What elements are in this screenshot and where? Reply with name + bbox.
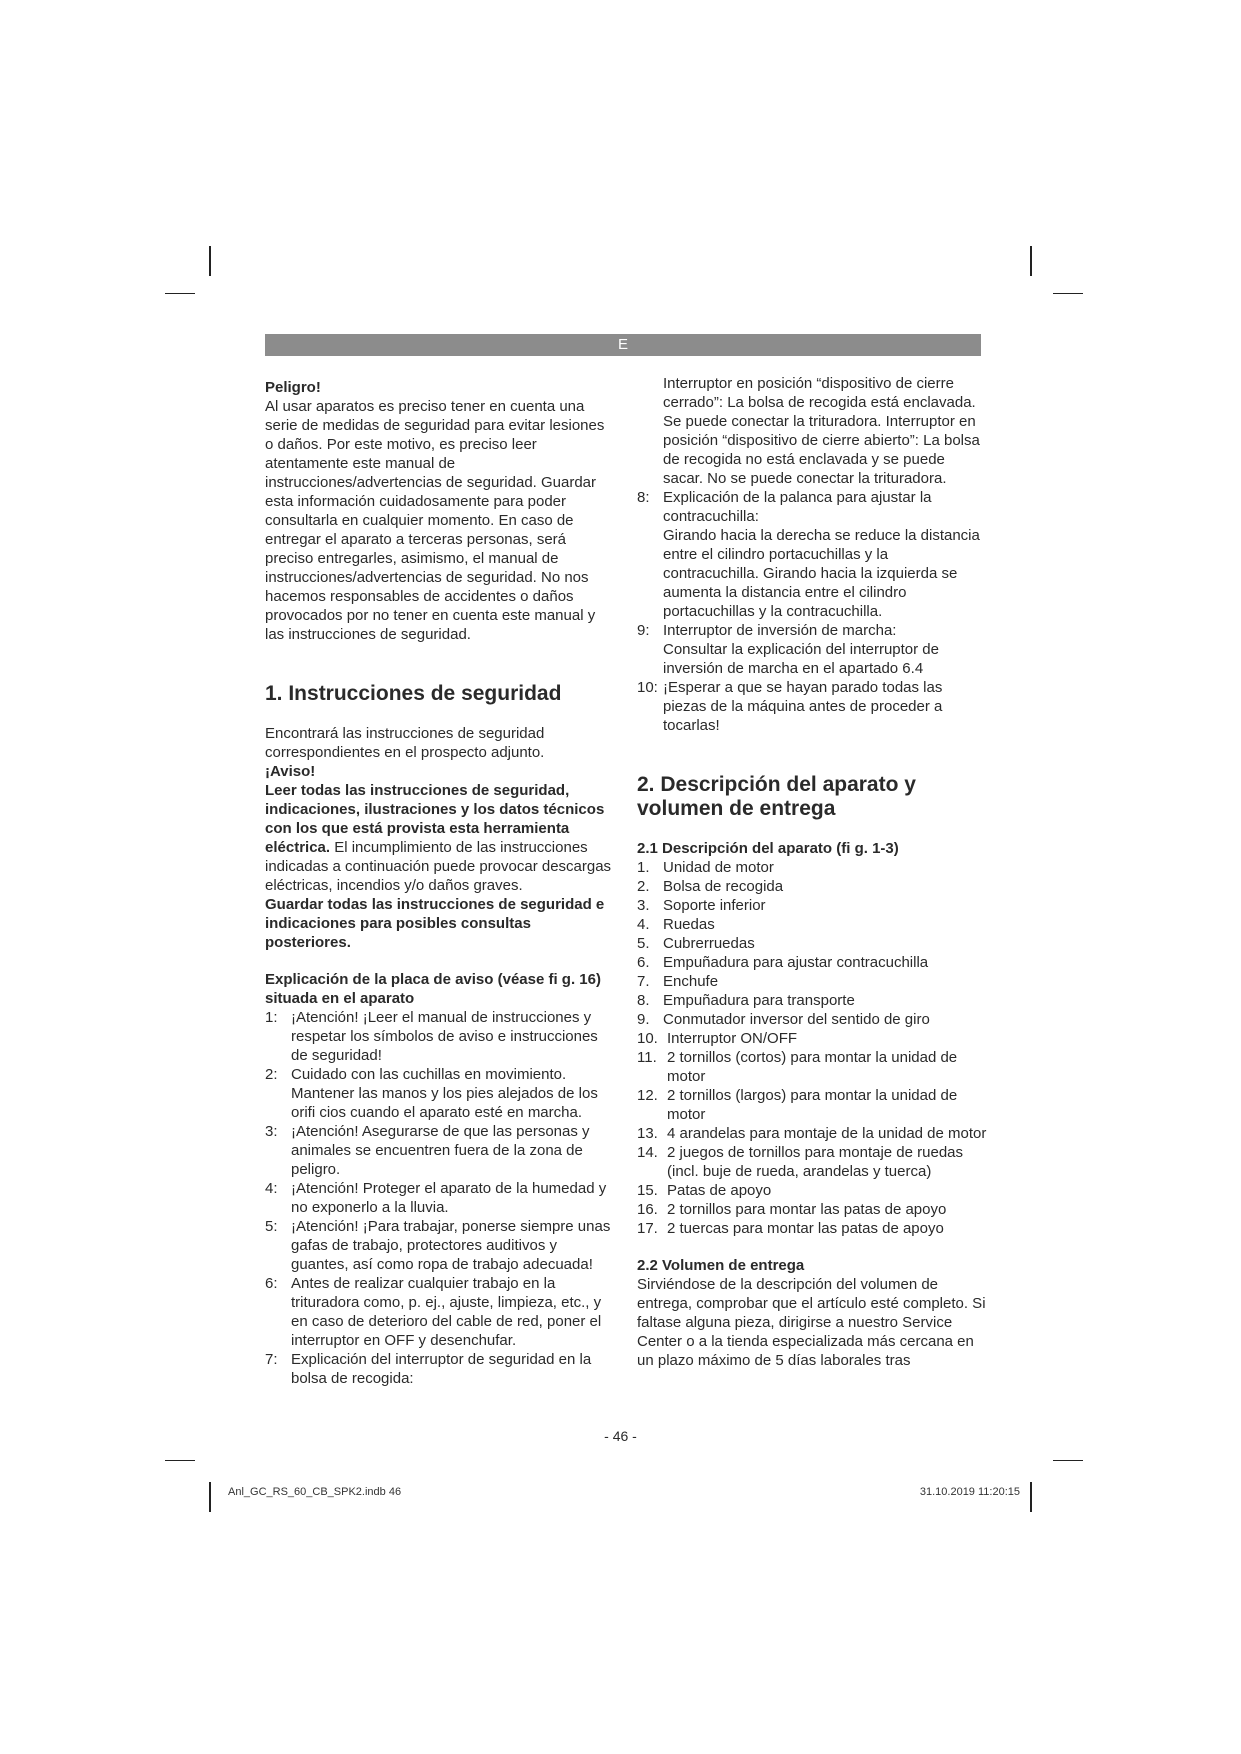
part-num: 14.: [637, 1144, 658, 1161]
crop-mark-top-right-v: [1030, 246, 1032, 276]
plate-item-num: 3:: [265, 1123, 278, 1140]
part-num: 6.: [637, 954, 650, 971]
part-text: Unidad de motor: [663, 859, 774, 876]
part-text: Enchufe: [663, 973, 719, 990]
aviso-paragraph: [265, 781, 615, 895]
part-item-8: [637, 991, 987, 1010]
plate-item-1: [265, 1008, 615, 1065]
plate-item-num: 9:: [637, 622, 650, 639]
part-text: 2 tuercas para montar las patas de apoyo: [667, 1220, 944, 1237]
plate-item-4: [265, 1179, 615, 1217]
part-item-16: [637, 1200, 987, 1219]
page-number: - 46 -: [604, 1428, 637, 1444]
part-item-3: [637, 896, 987, 915]
plate-item-num: 10:: [637, 679, 658, 696]
crop-mark-bottom-left-h: [165, 1460, 195, 1461]
part-text: Interruptor ON/OFF: [667, 1030, 798, 1047]
subsection-2-1-title: 2.1 Descripción del aparato (fi g. 1-3): [637, 840, 899, 857]
crop-mark-top-left-v: [209, 246, 211, 276]
part-item-11: [637, 1048, 987, 1086]
plate-item-text: Cuidado con las cuchillas en movimiento. Mantener las manos y los pies alejados de los orifi cios cuando el aparato esté en marcha.: [291, 1066, 598, 1121]
plate-item-num: 1:: [265, 1009, 278, 1026]
plate-item-subtext: Girando hacia la derecha se reduce la distancia entre el cilindro portacuchillas y la contracuchilla. Girando hacia la izquierda se aumenta la distancia entre el cilindro portacuchillas y la contracuchilla.: [663, 527, 980, 620]
part-text: Soporte inferior: [663, 897, 766, 914]
parts-list: [637, 858, 987, 1238]
plate-item-text: Antes de realizar cualquier trabajo en la trituradora como, p. ej., ajuste, limpieza, etc., y en caso de deterioro del cable de red, poner el interruptor en OFF y desenchufar.: [291, 1275, 602, 1349]
plate-item-num: 8:: [637, 489, 650, 506]
plate-item-7: [265, 1350, 615, 1388]
part-num: 11.: [637, 1049, 657, 1066]
plate-item-text: Explicación de la palanca para ajustar la contracuchilla:: [663, 489, 932, 525]
part-item-1: [637, 858, 987, 877]
part-item-2: [637, 877, 987, 896]
crop-mark-bottom-right-h: [1053, 1460, 1083, 1461]
part-item-10: [637, 1029, 987, 1048]
part-item-14: [637, 1143, 987, 1181]
part-text: 2 tornillos (largos) para montar la unidad de motor: [667, 1087, 958, 1123]
part-item-17: [637, 1219, 987, 1238]
plate-item-text: ¡Atención! ¡Leer el manual de instrucciones y respetar los símbolos de aviso e instrucciones de seguridad!: [291, 1009, 598, 1064]
plate-item-10: [637, 678, 987, 735]
plate-item-num: 4:: [265, 1180, 278, 1197]
plate-item-text: ¡Atención! ¡Para trabajar, ponerse siempre unas gafas de trabajo, protectores auditivos y guantes, así como ropa de trabajo adecuada!: [291, 1218, 611, 1273]
language-label: E: [617, 336, 628, 353]
crop-mark-bottom-right-v: [1030, 1482, 1032, 1512]
part-num: 12.: [637, 1087, 658, 1104]
aviso-bold-2: Guardar todas las instrucciones de seguridad e indicaciones para posibles consultas posteriores.: [265, 896, 605, 951]
part-num: 7.: [637, 973, 650, 990]
part-num: 13.: [637, 1125, 658, 1142]
part-item-12: [637, 1086, 987, 1124]
plate-item-num: 7:: [265, 1351, 278, 1368]
section1-title: 1. Instrucciones de seguridad: [265, 682, 562, 705]
part-item-5: [637, 934, 987, 953]
part-text: Patas de apoyo: [667, 1182, 772, 1199]
part-item-15: [637, 1181, 987, 1200]
language-header-bar: [265, 334, 981, 356]
part-num: 16.: [637, 1201, 658, 1218]
plate-item-7-continued: Interruptor en posición “dispositivo de cierre cerrado”: La bolsa de recogida está enclavada. Se puede conectar la trituradora. Interruptor en posición “dispositivo de cierre abierto”: La bolsa de recogida no está enclavada y se puede sacar. No se puede conectar la trituradora.: [663, 375, 980, 487]
part-item-6: [637, 953, 987, 972]
part-num: 9.: [637, 1011, 650, 1028]
part-text: Empuñadura para ajustar contracuchilla: [663, 954, 929, 971]
part-num: 10.: [637, 1030, 658, 1047]
part-text: 2 tornillos para montar las patas de apoyo: [667, 1201, 947, 1218]
part-num: 5.: [637, 935, 650, 952]
plate-item-text: Explicación del interruptor de seguridad en la bolsa de recogida:: [291, 1351, 592, 1387]
plate-item-text: Interruptor de inversión de marcha:: [663, 622, 897, 639]
crop-mark-bottom-left-v: [209, 1482, 211, 1512]
footer-datetime: 31.10.2019 11:20:15: [919, 1486, 1020, 1498]
part-text: 2 juegos de tornillos para montaje de ruedas (incl. buje de rueda, arandelas y tuerca): [667, 1144, 964, 1180]
section2-title: 2. Descripción del aparato y volumen de entrega: [637, 773, 916, 820]
part-text: Conmutador inversor del sentido de giro: [663, 1011, 930, 1028]
plate-item-8: [637, 488, 987, 621]
part-text: Bolsa de recogida: [663, 878, 784, 895]
crop-mark-top-left-h: [165, 293, 195, 294]
part-item-7: [637, 972, 987, 991]
plate-item-5: [265, 1217, 615, 1274]
plate-item-text: ¡Atención! Proteger el aparato de la humedad y no exponerlo a la lluvia.: [291, 1180, 607, 1216]
part-text: 4 arandelas para montaje de la unidad de motor: [667, 1125, 987, 1142]
subsection-2-2-text: Sirviéndose de la descripción del volumen de entrega, comprobar que el artículo esté completo. Si faltase alguna pieza, dirigirse a nuestro Service Center o a la tienda especializada más cercana en un plazo máximo de 5 días laborales tras: [637, 1276, 986, 1369]
right-column: [637, 374, 987, 1370]
plate-item-2: [265, 1065, 615, 1122]
plate-item-num: 5:: [265, 1218, 278, 1235]
plate-item-3: [265, 1122, 615, 1179]
plate-heading: Explicación de la placa de aviso (véase fi g. 16) situada en el aparato: [265, 971, 601, 1007]
plate-item-num: 6:: [265, 1275, 278, 1292]
plate-item-text: ¡Atención! Asegurarse de que las personas y animales se encuentren fuera de la zona de peligro.: [291, 1123, 590, 1178]
aviso-bold: Leer todas las instrucciones de seguridad, indicaciones, ilustraciones y los datos técnicos con los que está provista esta herramienta eléctrica.: [265, 782, 605, 856]
part-num: 17.: [637, 1220, 658, 1237]
part-item-4: [637, 915, 987, 934]
aviso-text: El incumplimiento de las instrucciones indicadas a continuación puede provocar descargas eléctricas, incendios y/o daños graves.: [265, 839, 612, 894]
part-num: 1.: [637, 859, 650, 876]
part-num: 3.: [637, 897, 650, 914]
footer-filename: Anl_GC_RS_60_CB_SPK2.indb 46: [228, 1486, 402, 1498]
part-num: 8.: [637, 992, 650, 1009]
plate-item-6: [265, 1274, 615, 1350]
part-num: 15.: [637, 1182, 658, 1199]
part-text: Empuñadura para transporte: [663, 992, 855, 1009]
part-item-13: [637, 1124, 987, 1143]
part-text: Cubrerruedas: [663, 935, 755, 952]
danger-text: Al usar aparatos es preciso tener en cuenta una serie de medidas de seguridad para evitar lesiones o daños. Por este motivo, es preciso leer atentamente este manual de instrucciones/advertencias de seguridad. Guardar esta información cuidadosamente para poder consultarla en cualquier momento. En caso de entregar el aparato a terceras personas, será preciso entregarles, asimismo, el manual de instrucciones/advertencias de seguridad. No nos hacemos responsables de accidentes o daños provocados por no tener en cuenta este manual y las instrucciones de seguridad.: [265, 398, 605, 643]
aviso-heading: ¡Aviso!: [265, 763, 316, 780]
plate-list: [265, 1008, 615, 1388]
part-text: 2 tornillos (cortos) para montar la unidad de motor: [667, 1049, 958, 1085]
crop-mark-top-right-h: [1053, 293, 1083, 294]
part-text: Ruedas: [663, 916, 715, 933]
danger-heading: Peligro!: [265, 379, 321, 396]
plate-item-subtext: Consultar la explicación del interruptor de inversión de marcha en el apartado 6.4: [663, 641, 939, 677]
subsection-2-2-title: 2.2 Volumen de entrega: [637, 1257, 805, 1274]
part-item-9: [637, 1010, 987, 1029]
left-column: [265, 378, 615, 1388]
plate-item-num: 2:: [265, 1066, 278, 1083]
section1-intro: Encontrará las instrucciones de seguridad correspondientes en el prospecto adjunto.: [265, 725, 545, 761]
plate-item-9: [637, 621, 987, 678]
part-num: 2.: [637, 878, 650, 895]
plate-item-text: ¡Esperar a que se hayan parado todas las piezas de la máquina antes de proceder a tocarlas!: [663, 679, 943, 734]
part-num: 4.: [637, 916, 650, 933]
